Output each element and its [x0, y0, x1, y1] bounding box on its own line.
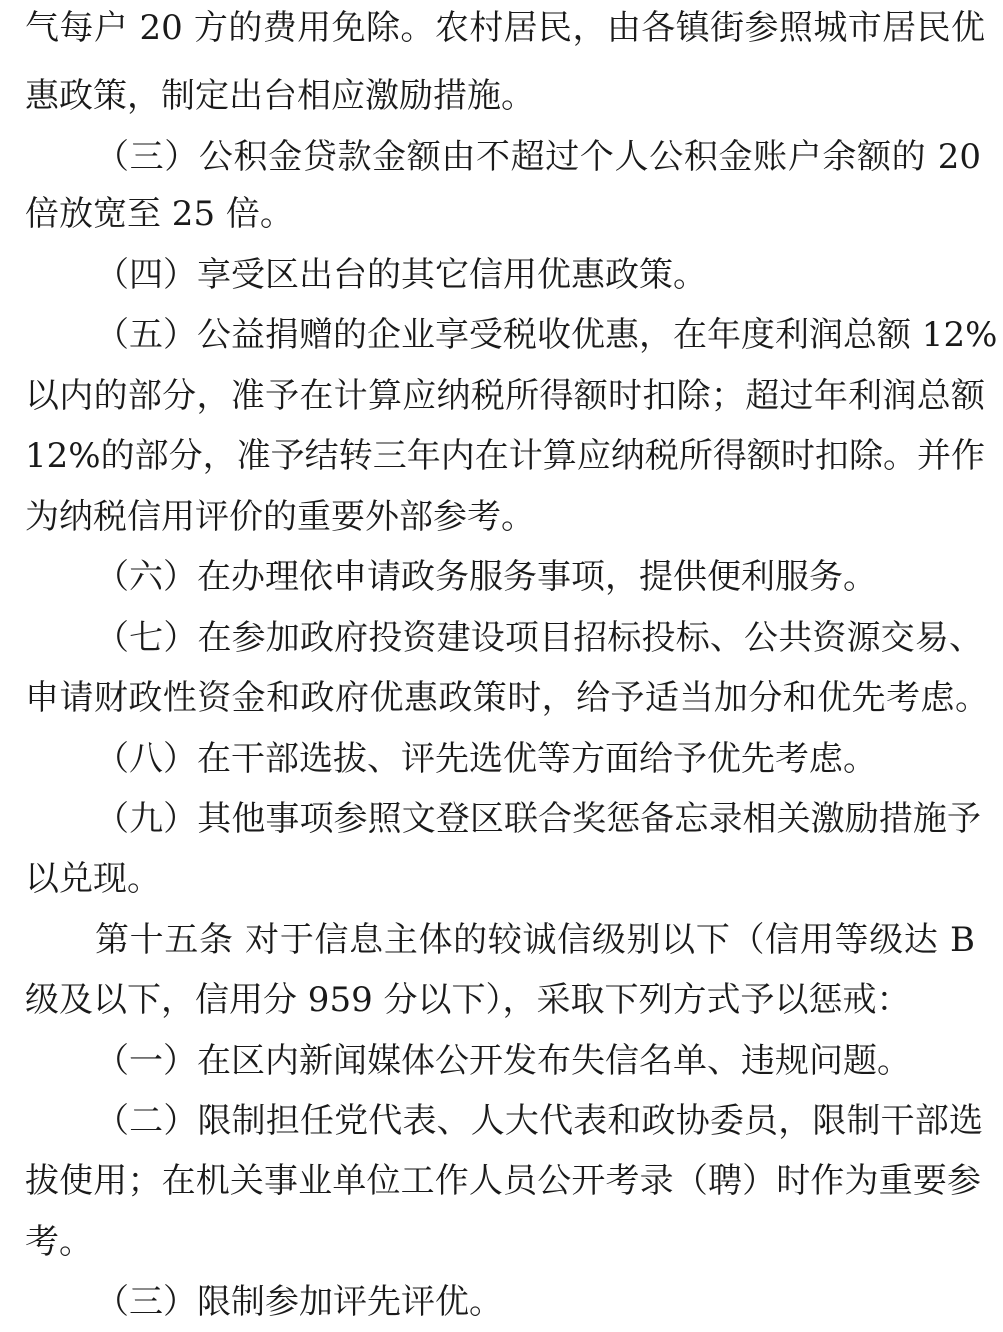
text-line: （四）享受区出台的其它信用优惠政策。 [95, 255, 707, 295]
text-line: （三）公积金贷款金额由不超过个人公积金账户余额的 20 [95, 137, 981, 177]
text-line: （六）在办理依申请政务服务事项，提供便利服务。 [95, 557, 877, 597]
text-line: 12%的部分，准予结转三年内在计算应纳税所得额时扣除。并作 [25, 436, 985, 476]
text-line: 级及以下，信用分 959 分以下），采取下列方式予以惩戒： [25, 980, 911, 1020]
text-line: 惠政策，制定出台相应激励措施。 [25, 76, 535, 116]
text-line: 申请财政性资金和政府优惠政策时，给予适当加分和优先考虑。 [25, 678, 989, 718]
text-line: （五）公益捐赠的企业享受税收优惠，在年度利润总额 12% [95, 315, 998, 355]
text-line: （九）其他事项参照文登区联合奖惩备忘录相关激励措施予 [95, 799, 981, 839]
text-line: （二）限制担任党代表、人大代表和政协委员，限制干部选 [95, 1101, 983, 1141]
article-heading-line: 第十五条 对于信息主体的较诚信级别以下（信用等级达 B [95, 920, 975, 960]
text-line: 气每户 20 方的费用免除。农村居民，由各镇街参照城市居民优 [25, 8, 985, 48]
text-line: 考。 [25, 1222, 93, 1262]
text-line: （七）在参加政府投资建设项目招标投标、公共资源交易、 [95, 618, 983, 658]
text-line: （八）在干部选拔、评先选优等方面给予优先考虑。 [95, 739, 877, 779]
text-line: 为纳税信用评价的重要外部参考。 [25, 497, 535, 537]
text-line: 以内的部分，准予在计算应纳税所得额时扣除；超过年利润总额 [25, 376, 985, 416]
text-line: 倍放宽至 25 倍。 [25, 194, 294, 234]
text-line: 拔使用；在机关事业单位工作人员公开考录（聘）时作为重要参 [25, 1161, 981, 1201]
text-line: （三）限制参加评先评优。 [95, 1282, 503, 1322]
text-line: （一）在区内新闻媒体公开发布失信名单、违规问题。 [95, 1041, 911, 1081]
text-line: 以兑现。 [25, 859, 161, 899]
